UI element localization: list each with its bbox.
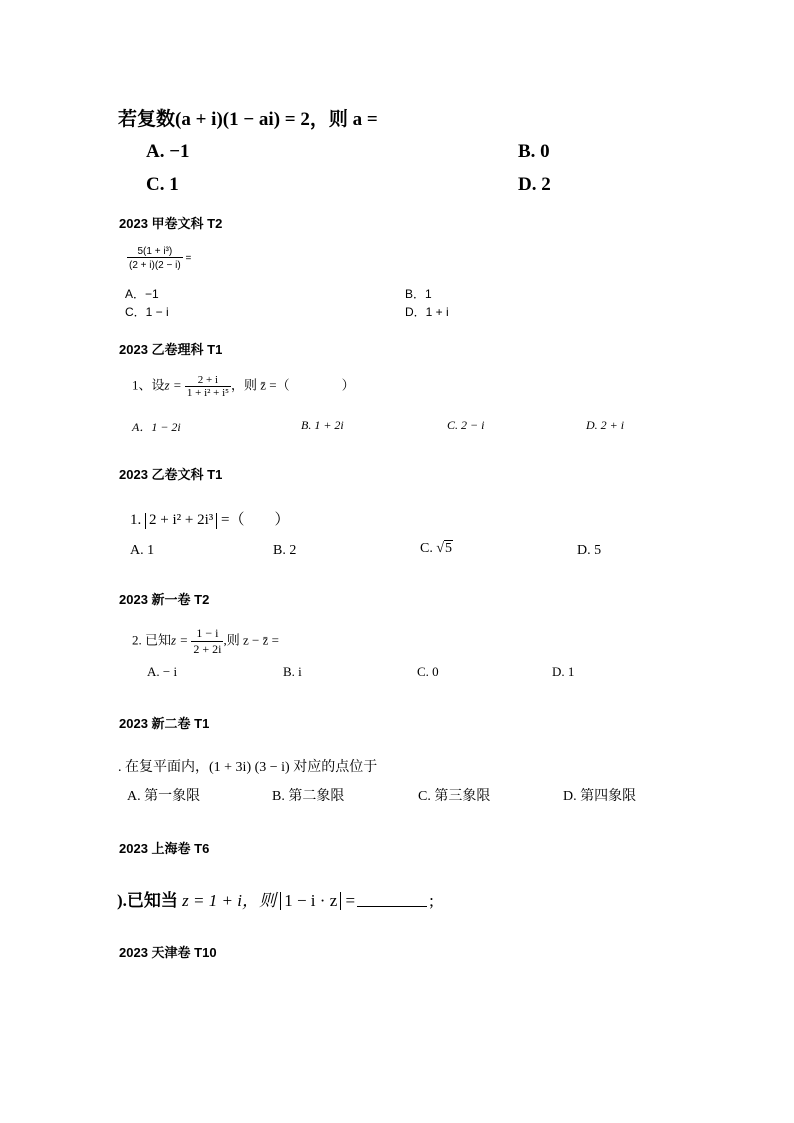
q4-sqrt: √5	[436, 541, 453, 556]
q1-option-d: D. 2	[518, 174, 551, 195]
q4-option-d: D. 5	[577, 543, 602, 558]
q1-stem	[118, 104, 378, 131]
q1-option-b: B. 0	[518, 141, 550, 162]
q4-absolute-value	[145, 513, 217, 529]
q2-denominator: (2 + i)(2 − i)	[127, 257, 183, 271]
section-heading: 2023 上海卷 T6	[119, 841, 210, 856]
q5-fraction	[191, 626, 223, 657]
q2-expression	[127, 246, 191, 271]
q4-option-a: A. 1	[130, 543, 155, 558]
q3-option-d: D. 2 + i	[586, 418, 625, 432]
q4-suffix: =（ ）	[221, 512, 290, 528]
q1-stem-expr: (a + i)(1 − ai) = 2，则 a =	[175, 109, 378, 130]
q7-z: z = 1 + i，则	[182, 891, 276, 910]
section-heading: 2023 乙卷理科 T1	[119, 342, 223, 357]
q3-prefix: 1、设	[132, 377, 165, 393]
q6-stem: . 在复平面内，(1 + 3i) (3 − i) 对应的点位于	[118, 760, 378, 775]
q2-equals: =	[185, 253, 192, 265]
q5-suffix: ,则 z − z̄ =	[223, 632, 279, 648]
section-heading: 2023 新一卷 T2	[119, 592, 210, 607]
q7-abs-expression: 1 − i · z	[284, 891, 338, 910]
q3-zbar: z̄ =（ ）	[260, 377, 355, 393]
q3-fraction	[185, 374, 231, 399]
q7-answer-blank	[357, 905, 427, 907]
q4-sqrt-value: 5	[445, 541, 453, 556]
q5-z: z =	[171, 632, 189, 648]
q4-stem	[130, 508, 289, 529]
q3-stem	[132, 374, 355, 399]
q1-stem-prefix: 若复数	[118, 109, 176, 130]
q3-option-c: C. 2 − i	[447, 418, 485, 432]
q6-option-a: A. 第一象限	[127, 789, 201, 804]
q4-option-c	[420, 541, 453, 557]
q3-suffix: ，则	[231, 377, 258, 393]
q6-option-c: C. 第三象限	[418, 789, 491, 804]
q5-option-b: B. i	[283, 664, 302, 679]
q2-numerator: 5(1 + i³)	[137, 246, 173, 257]
q2-option-b: B．1	[405, 287, 432, 301]
q5-denominator: 2 + 2i	[193, 642, 222, 656]
q2-option-a: A．−1	[125, 287, 159, 301]
section-heading: 2023 甲卷文科 T2	[119, 216, 223, 231]
q5-option-c: C. 0	[417, 664, 439, 679]
q5-option-a: A. − i	[147, 664, 178, 679]
q3-numerator: 2 + i	[197, 374, 219, 386]
q7-equals: =	[345, 891, 356, 910]
q2-option-d: D．1 + i	[405, 305, 449, 319]
q3-z: z =	[164, 377, 182, 393]
q3-denominator: 1 + i² + i⁵	[186, 387, 230, 399]
q2-option-c: C．1 − i	[125, 305, 169, 319]
q3-option-a: A．1 − 2i	[132, 420, 181, 434]
q5-prefix: 2. 已知	[132, 632, 172, 648]
q4-expression: 2 + i² + 2i³	[149, 512, 214, 528]
q4-prefix: 1.	[130, 512, 142, 528]
q6-option-b: B. 第二象限	[272, 789, 345, 804]
q7-absolute-value	[280, 892, 341, 910]
q7-prefix: ).已知当	[117, 891, 178, 910]
section-heading: 2023 新二卷 T1	[119, 716, 210, 731]
section-heading: 2023 乙卷文科 T1	[119, 467, 223, 482]
q6-option-d: D. 第四象限	[563, 789, 637, 804]
q4-option-b: B. 2	[273, 543, 297, 558]
q7-stem	[117, 886, 434, 911]
q3-option-b: B. 1 + 2i	[301, 418, 344, 432]
q4-option-c-label: C.	[420, 541, 437, 556]
section-heading: 2023 天津卷 T10	[119, 945, 217, 960]
q1-option-a: A. −1	[146, 141, 190, 162]
q5-option-d: D. 1	[552, 664, 575, 679]
q2-fraction	[127, 246, 183, 271]
q5-stem	[132, 626, 279, 657]
q7-end: ;	[429, 891, 434, 910]
q1-option-c: C. 1	[146, 174, 179, 195]
q5-numerator: 1 − i	[196, 626, 219, 640]
